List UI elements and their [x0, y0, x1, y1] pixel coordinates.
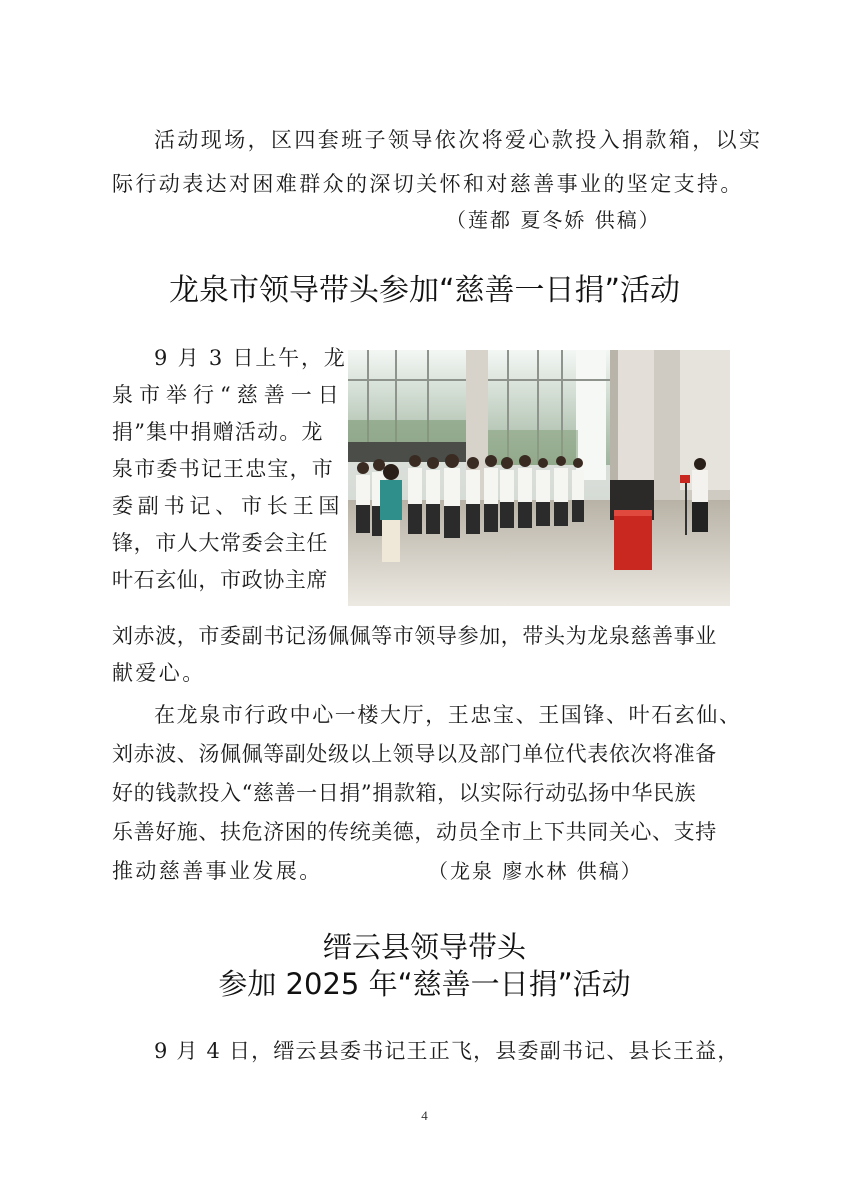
credit-line: （莲都 夏冬娇 供稿） [446, 208, 661, 232]
paragraph-line: 泉市委书记王忠宝，市 [112, 457, 334, 481]
paragraph-line: 在龙泉市行政中心一楼大厅，王忠宝、王国锋、叶石玄仙、 [154, 703, 742, 727]
article-title-line1: 缙云县领导带头 [322, 930, 526, 964]
paragraph-line: 叶石玄仙，市政协主席 [112, 568, 328, 592]
paragraph-line: 献爱心。 [112, 661, 206, 685]
paragraph-line: 乐善好施、扶危济困的传统美德，动员全市上下共同关心、支持 [112, 820, 717, 844]
paragraph-line: 捐”集中捐赠活动。龙 [112, 420, 324, 444]
paragraph-line: 际行动表达对困难群众的深切关怀和对慈善事业的坚定支持。 [112, 172, 744, 196]
paragraph-line: 9 月 4 日，缙云县委书记王正飞，县委副书记、县长王益， [154, 1039, 740, 1063]
credit-line: （龙泉 廖水林 供稿） [428, 859, 643, 883]
event-photo [348, 350, 730, 606]
paragraph-line: 推动慈善事业发展。 [112, 859, 323, 883]
page-number: 4 [421, 1108, 428, 1123]
article-title: 龙泉市领导带头参加“慈善一日捐”活动 [168, 273, 681, 308]
paragraph-line: 刘赤波，市委副书记汤佩佩等市领导参加，带头为龙泉慈善事业 [112, 624, 717, 648]
article-title-line2: 参加 2025 年“慈善一日捐”活动 [218, 967, 631, 1001]
paragraph-line: 委副书记、市长王国 [112, 494, 345, 518]
paragraph-line: 刘赤波、汤佩佩等副处级以上领导以及部门单位代表依次将准备 [112, 742, 717, 766]
event-photo-illustration [348, 350, 730, 606]
paragraph-line: 活动现场，区四套班子领导依次将爱心款投入捐款箱，以实 [154, 128, 763, 152]
paragraph-line: 锋，市人大常委会主任 [112, 531, 328, 555]
paragraph-line: 好的钱款投入“慈善一日捐”捐款箱，以实际行动弘扬中华民族 [112, 781, 697, 805]
paragraph-line: 泉市举行“慈善一日 [112, 383, 345, 407]
paragraph-line: 9 月 3 日上午，龙 [154, 346, 347, 370]
